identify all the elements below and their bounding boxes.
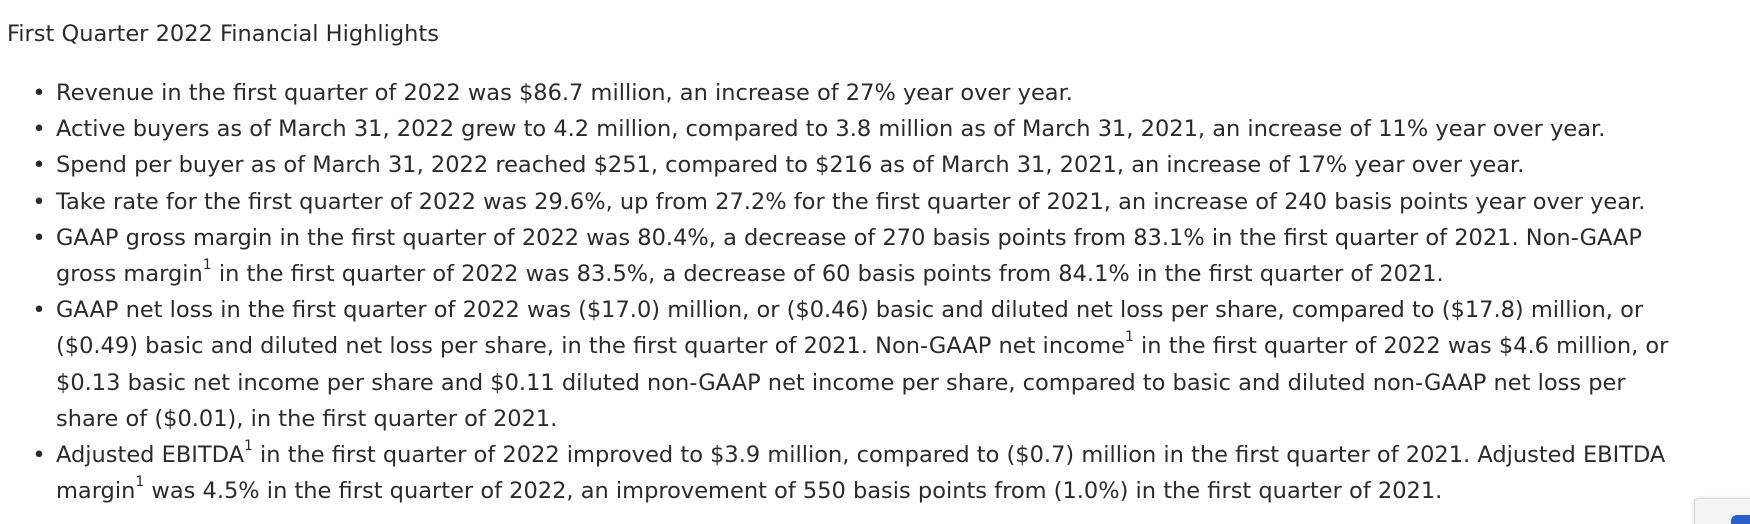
section-heading: First Quarter 2022 Financial Highlights [7, 21, 439, 47]
item-text-part: in the first quarter of 2022 was $4.6 million, or [1133, 333, 1669, 360]
item-text-part: ($0.49) basic and diluted net loss per share, in the first quarter of 2021. Non-GAAP net income [56, 333, 1125, 360]
item-text-continued [56, 328, 1727, 364]
list-item-spend-per-buyer [27, 147, 1727, 183]
list-item-take-rate [27, 184, 1727, 220]
item-text: Take rate for the first quarter of 2022 was 29.6%, up from 27.2% for the first quarter of 2021, an increase of 240 basis points year over year. [56, 188, 1646, 215]
bullet-icon: • [32, 442, 46, 469]
recaptcha-badge[interactable] [1694, 498, 1750, 524]
item-text-part: margin [56, 478, 136, 505]
footnote-marker: 1 [135, 473, 145, 490]
footnote-marker: 1 [1124, 328, 1134, 345]
item-text: GAAP gross margin in the first quarter of 2022 was 80.4%, a decrease of 270 basis points from 83.1% in the first quarter of 2021. Non-GAAP [56, 224, 1642, 251]
list-item-active-buyers [27, 111, 1727, 147]
item-text-continued: $0.13 basic net income per share and $0.11 diluted non-GAAP net income per share, compared to basic and diluted non-GAAP net loss per [56, 369, 1626, 396]
item-text-part: Adjusted EBITDA [56, 442, 244, 469]
item-text: GAAP net loss in the first quarter of 2022 was ($17.0) million, or ($0.46) basic and diluted net loss per share, compared to ($17.8) million, or [56, 297, 1644, 324]
list-item-revenue [27, 75, 1727, 111]
bullet-icon: • [32, 152, 46, 179]
item-text: Active buyers as of March 31, 2022 grew to 4.2 million, compared to 3.8 million as of March 31, 2021, an increase of 11% year over year. [56, 116, 1606, 143]
highlights-list [27, 75, 1727, 509]
bullet-icon: • [32, 224, 46, 251]
list-item-adjusted-ebitda [27, 437, 1727, 509]
item-text [56, 437, 1727, 473]
bullet-icon: • [32, 297, 46, 324]
item-text-part: in the first quarter of 2022 improved to $3.9 million, compared to ($0.7) million in the first quarter of 2021. Adjusted EBITDA [252, 442, 1666, 469]
footnote-marker: 1 [202, 256, 212, 273]
list-item-net-loss [27, 292, 1727, 437]
footnote-marker: 1 [243, 437, 253, 454]
recaptcha-icon [1731, 515, 1750, 524]
item-text-part: in the first quarter of 2022 was 83.5%, a decrease of 60 basis points from 84.1% in the first quarter of 2021. [211, 261, 1444, 288]
list-item-gross-margin [27, 220, 1727, 292]
item-text-continued: share of ($0.01), in the first quarter of 2021. [56, 405, 558, 432]
bullet-icon: • [32, 80, 46, 106]
item-text-part: was 4.5% in the first quarter of 2022, an improvement of 550 basis points from (1.0%) in the first quarter of 2021. [144, 478, 1443, 505]
item-text-continued [56, 256, 1727, 292]
item-text: Spend per buyer as of March 31, 2022 reached $251, compared to $216 as of March 31, 2021, an increase of 17% year over year. [56, 152, 1525, 179]
item-text-continued [56, 473, 1727, 509]
item-text: Revenue in the first quarter of 2022 was $86.7 million, an increase of 27% year over year. [56, 80, 1073, 106]
bullet-icon: • [32, 188, 46, 215]
bullet-icon: • [32, 116, 46, 143]
item-text-part: gross margin [56, 261, 203, 288]
